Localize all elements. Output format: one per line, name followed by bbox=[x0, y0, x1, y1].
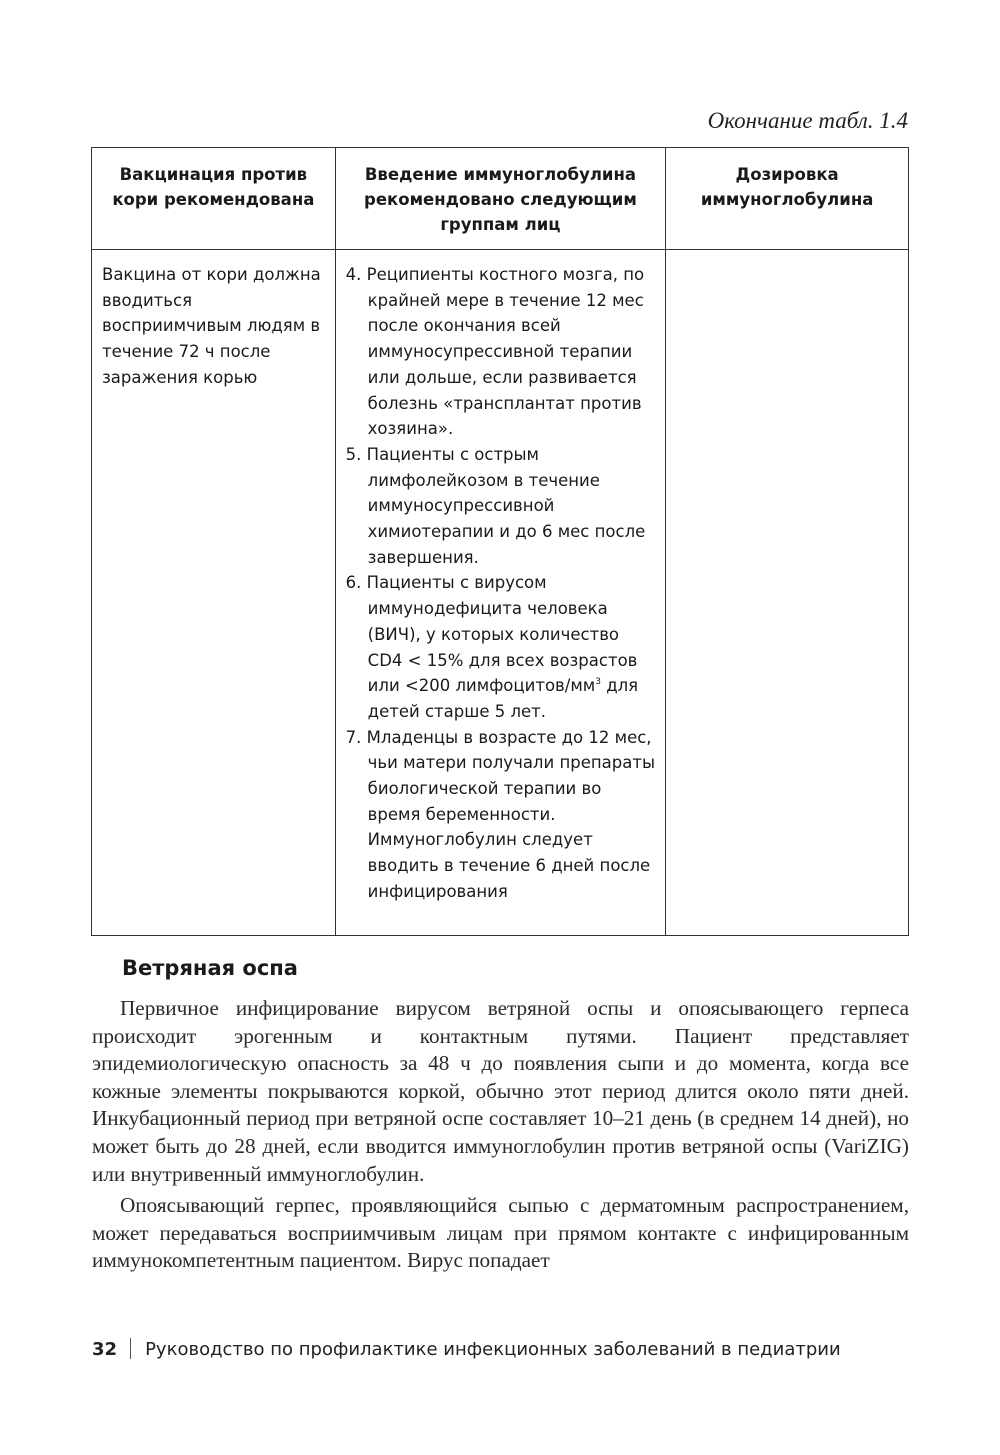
list-item: 4. Реципиенты костного мозга, по крайней мере в течение 12 мес после окончания всей иммуносупрессивной терапии или дольше, если развивается болезнь «трансплантат против хозяина». bbox=[345, 265, 645, 439]
list-item-text-end: для детей старше 5 лет. bbox=[367, 676, 639, 721]
immunoglobulin-table bbox=[91, 147, 909, 936]
paragraph: Первичное инфицирование вирусом ветряной оспы и опоясывающего герпеса происходит эрогенным и контактным путями. Пациент представляет эпидемиологическую опасность за 48 ч до появления сыпи и до момента, когда все кожные элементы покрываются коркой, обычно этот период длится около пяти дней. Инкубационный период при ветряной оспе составляет 10–21 день (в среднем 14 дней), но может быть до 28 дней, если вводится иммуноглобулин против ветряной оспы (VariZIG) или внутривенный иммуноглобулин. bbox=[92, 996, 909, 1186]
list-item: 5. Пациенты с острым лимфолейкозом в течение иммуносупрессивной химиотерапии и до 6 мес после завершения. bbox=[345, 444, 646, 567]
header-vaccination: Вакцинация против кори рекомендована bbox=[92, 148, 336, 250]
list-item-text: 6. Пациенты с вирусом иммунодефицита человека (ВИЧ), у которых количество CD4 < 15% для всех возрастов или <200 лимфоцитов/мм bbox=[345, 573, 638, 696]
cell-vaccination bbox=[92, 250, 336, 936]
section-title: Ветряная оспа bbox=[122, 956, 298, 980]
table-row bbox=[92, 250, 909, 936]
table-header-row bbox=[92, 148, 909, 250]
page-footer bbox=[92, 1338, 841, 1360]
header-immunoglobulin-groups: Введение иммуноглобулина рекомендовано следующим группам лиц bbox=[335, 148, 666, 250]
superscript: 3 bbox=[595, 677, 601, 688]
paragraph: Опоясывающий герпес, проявляющийся сыпью с дерматомным распространением, может передаваться восприимчивым лицам при прямом контакте с инфицированным иммунокомпетентным пациентом. Вирус попадает bbox=[92, 1193, 909, 1273]
footer-divider bbox=[130, 1338, 131, 1359]
header-dosage: Дозировка иммуноглобулина bbox=[666, 148, 909, 250]
running-title: Руководство по профилактике инфекционных заболеваний в педиатрии bbox=[145, 1339, 841, 1360]
list-note: Иммуноглобулин следует вводить в течение 6 дней после инфицирования bbox=[367, 830, 651, 901]
cell-groups bbox=[335, 250, 666, 936]
table-caption: Окончание табл. 1.4 bbox=[707, 108, 908, 133]
list-item: 7. Младенцы в возрасте до 12 мес, чьи матери получали препараты биологической терапии во время беременности. bbox=[345, 727, 655, 824]
vaccination-text: Вакцина от кори должна вводиться восприимчивым людям в течение 72 ч после заражения корью bbox=[102, 265, 321, 387]
page-number: 32 bbox=[92, 1339, 118, 1360]
list-item bbox=[346, 570, 656, 724]
section-body bbox=[92, 995, 909, 1279]
cell-dosage bbox=[666, 250, 909, 936]
